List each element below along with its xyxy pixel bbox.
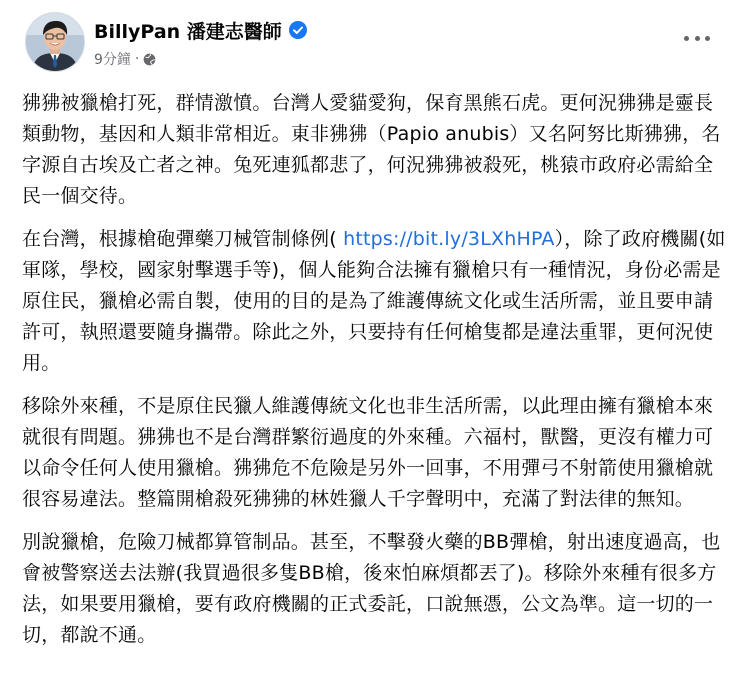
meta-separator: · bbox=[134, 51, 140, 67]
post-meta bbox=[94, 49, 156, 69]
globe-icon[interactable] bbox=[143, 53, 156, 66]
more-options-icon[interactable] bbox=[684, 30, 710, 46]
avatar-image bbox=[26, 13, 84, 71]
post-paragraph-1: 狒狒被獵槍打死，群情激憤。台灣人愛貓愛狗，保育黑熊石虎。更何況狒狒是靈長類動物，基因和人類非常相近。東非狒狒（Papio anubis）又名阿努比斯狒狒，名字源自古埃及亡者之神。兔死連狐都悲了，何況狒狒被殺死，桃猿市政府必需給全民一個交待。 bbox=[22, 92, 721, 207]
post-paragraph-2 bbox=[22, 224, 727, 379]
post-paragraph-3: 移除外來種，不是原住民獵人維護傳統文化也非生活所需，以此理由擁有獵槍本來就很有問題。狒狒也不是台灣群繁衍過度的外來種。六福村，獸醫，更沒有權力可以命令任何人使用獵槍。狒狒危不危險是另外一回事，不用彈弓不射箭使用獵槍就很容易違法。整篇開槍殺死狒狒的林姓獵人千字聲明中，充滿了對法律的無知。 bbox=[22, 395, 714, 510]
paragraph-2-before: 在台灣，根據槍砲彈藥刀械管制條例( bbox=[22, 228, 337, 250]
post-body bbox=[22, 88, 727, 663]
author-avatar[interactable] bbox=[25, 12, 85, 72]
law-link[interactable]: https://bit.ly/3LXhHPA bbox=[343, 228, 555, 250]
author-row bbox=[94, 15, 307, 45]
paragraph-2-after: ），除了政府機關(如軍隊，學校，國家射擊選手等)，個人能夠合法擁有獵槍只有一種情況，身份必需是原住民，獵槍必需自製，使用的目的是為了維護傳統文化或生活所需，並且要申請許可，執照還要隨身攜帶。除此之外，只要持有任何槍隻都是違法重罪，更何況使用。 bbox=[22, 228, 726, 374]
author-name[interactable]: BillyPan 潘建志醫師 bbox=[94, 20, 282, 43]
verified-badge-icon bbox=[289, 21, 307, 39]
post-paragraph-4: 別說獵槍，危險刀械都算管制品。甚至，不擊發火藥的BB彈槍，射出速度過高，也會被警察送去法辦(我買過很多隻BB槍，後來怕麻煩都丟了)。移除外來種有很多方法，如果要用獵槍，要有政府機關的正式委託，口說無憑，公文為準。這一切的一切，都說不通。 bbox=[22, 531, 721, 646]
post-timestamp[interactable]: 9分鐘 bbox=[94, 52, 131, 68]
